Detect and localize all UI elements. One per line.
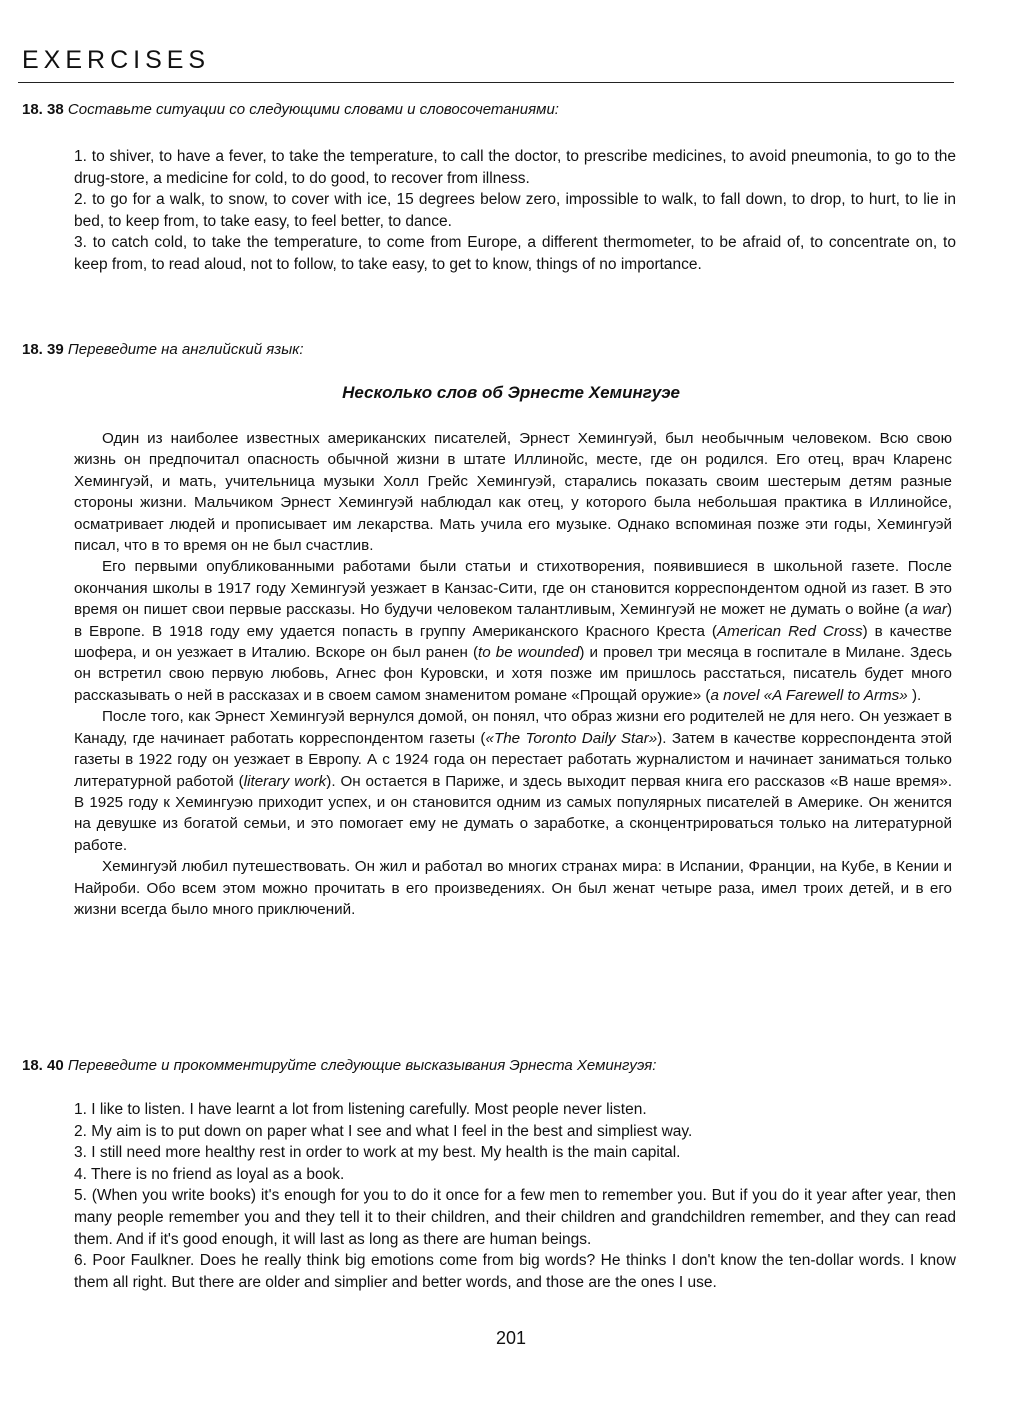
text-run: Хемингуэй любил путешествовать. Он жил и работал во многих странах мира: в Испании, Франции, на Кубе, в Кении и Найроби. Обо всем этом можно прочитать в его произведениях. Он был женат четыре раза, имел троих детей, и в его жизни всегда было много приключений. (74, 858, 952, 918)
list-item: 6. Poor Faulkner. Does he really think big emotions come from big words? He thinks I don't know the ten-dollar words. I know them all right. But there are older and simplier and better words, and those are the ones I use. (74, 1252, 956, 1291)
translation-text (74, 428, 952, 920)
task-18-38-heading (22, 100, 957, 120)
task-instruction: Переведите и прокомментируйте следующие высказывания Эрнеста Хемингуэя: (67, 1057, 657, 1074)
text-paragraph (74, 428, 952, 556)
list-item: 4. There is no friend as loyal as a book. (74, 1165, 345, 1183)
italic-term: American Red Cross (716, 622, 863, 640)
list-item: 1. I like to listen. I have learnt a lot from listening carefully. Most people never listen. (74, 1101, 647, 1118)
list-item: 1. to shiver, to have a fever, to take the temperature, to call the doctor, to prescribe medicines, to avoid pneumonia, to go to the drug-store, a medicine for cold, to do good, to recover from illness. (74, 148, 956, 187)
task-number: 18. 39 (22, 341, 64, 358)
text-run: ) в Европе. В 1918 году ему удается попасть в группу Американского Красного Креста ( (74, 601, 952, 640)
italic-term: literary work (243, 772, 327, 790)
task-18-38-list (74, 146, 956, 276)
task-18-39-heading (22, 340, 957, 360)
header-rule (18, 82, 954, 83)
text-run: ). (907, 686, 922, 704)
task-18-40-heading (22, 1056, 957, 1076)
task-number: 18. 38 (22, 101, 64, 118)
text-run: ). Затем в качестве корреспондента этой газеты в 1922 году он уезжает в Европу. А с 1924 года он перестает работать журналистом и начинает заниматься только литературной работой ( (74, 729, 952, 790)
list-item: 2. My aim is to put down on paper what I see and what I feel in the best and simpliest way. (74, 1122, 693, 1140)
italic-term: a war (909, 601, 947, 619)
italic-term: to be wounded (478, 644, 580, 662)
list-item: 3. I still need more healthy rest in order to work at my best. My health is the main capital. (74, 1144, 681, 1162)
italic-term: a novel «A Farewell to Arms» (710, 686, 908, 704)
text-run: ). Он остается в Париже, и здесь выходит первая книга его рассказов «В наше время». В 1925 году к Хемингуэю приходит успех, и он становится одним из самых популярных писателей в Америке. Он женится на девушке из богатой семьи, и это помогает ему не думать о заработке, а сконцентрироваться только на литературной работе. (74, 772, 953, 854)
page-number: 201 (495, 1328, 527, 1348)
list-item: 3. to catch cold, to take the temperature, to come from Europe, a different thermometer, to be afraid of, to concentrate on, to keep from, to read aloud, not to follow, to take easy, to get to know, things of no importance. (74, 234, 956, 273)
text-run: Один из наиболее известных американских писателей, Эрнест Хемингуэй, был необычным человеком. Всю свою жизнь он предпочитал опасность обычной жизни в штате Иллинойс, месте, где он родился. Его отец, врач Кларенс Хемингуэй, и мать, учительница музыки Холл Грейс Хемингуэй, старались показать своим шестерым детям разные стороны жизни. Мальчиком Эрнест Хемингуэй наблюдал как отец, у которого была небольшая практика в Иллинойсе, осматривает людей и прописывает им лекарства. Мать учила его музыке. Однако вспоминая позже эти годы, Хемингуэй писал, что в то время он не был счастлив. (74, 430, 952, 555)
text-run: После того, как Эрнест Хемингуэй вернулся домой, он понял, что образ жизни его родителей не для него. Он уезжает в Канаду, где начинает работать корреспондентом газеты ( (74, 708, 952, 747)
text-paragraph (74, 556, 952, 706)
task-instruction: Переведите на английский язык: (67, 341, 304, 358)
text-run: Его первыми опубликованными работами были статьи и стихотворения, появившиеся в школьной газете. После окончания школы в 1917 году Хемингуэй уезжает в Канзас-Сити, где он становится корреспондентом одной из газет. В это время он пишет свои первые рассказы. Но будучи человеком талантливым, Хемингуэй не может не думать о войне ( (74, 558, 952, 619)
italic-term: «The Toronto Daily Star» (485, 729, 658, 747)
task-instruction: Составьте ситуации со следующими словами и словосочетаниями: (67, 101, 559, 118)
task-number: 18. 40 (22, 1057, 64, 1074)
section-header: EXERCISES (22, 46, 211, 74)
text-paragraph (74, 856, 952, 920)
task-18-40-list (74, 1099, 956, 1293)
text-title: Несколько слов об Эрнесте Хемингуэе (342, 383, 680, 402)
list-item: 2. to go for a walk, to snow, to cover with ice, 15 degrees below zero, impossible to walk, to fall down, to drop, to hurt, to lie in bed, to keep from, to take easy, to feel better, to dance. (74, 191, 956, 230)
text-run: ) в качестве шофера, и он уезжает в Италию. Вскоре он был ранен ( (74, 622, 952, 662)
list-item: 5. (When you write books) it's enough for you to do it once for a few men to remember you. But if you do it year after year, then many people remember you and they tell it to their children, and their children and grandchildren remember, and they can read them. And if it's good enough, it will last as long as there are human beings. (74, 1187, 956, 1248)
text-paragraph (74, 706, 952, 856)
text-run: ) и провел три месяца в госпитале в Милане. Здесь он встретил свою первую любовь, Агнес фон Куровски, и хотя позже им пришлось расстаться, писатель будет много рассказывать о ней в рассказах и в своем самом знаменитом романе «Прощай оружие» ( (74, 644, 952, 704)
